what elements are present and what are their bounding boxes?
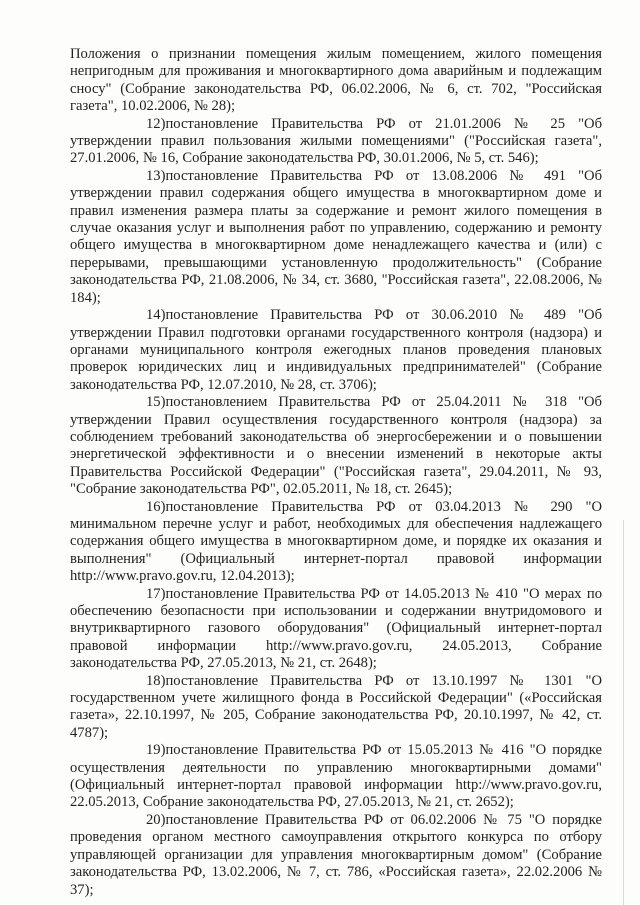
list-item-14	[70, 307, 602, 394]
item-text: постановление Правительства РФ от 06.02.2006 № 75 "О порядке проведения органом местного самоуправления открытого конкурса по отбору управляющей организации для управления многоквартирным домом" (Собрание законодательства РФ, 13.02.2006, № 7, ст. 786, «Российская газета», 22.02.2006 № 37);	[70, 811, 602, 898]
item-text: постановление Правительства РФ от 14.05.2013 № 410 "О мерах по обеспечению безопасности при использовании и содержании внутридомового и внутриквартирного газового оборудования" (Официальный интернет-портал правовой информации http://www.pravo.gov.ru, 24.05.2013, Собрание законодательства РФ, 27.05.2013, № 21, ст. 2648);	[70, 585, 602, 672]
item-number: 17)	[146, 585, 166, 602]
item-number: 12)	[146, 115, 166, 132]
item-text: постановление Правительства РФ от 30.06.2010 № 489 "Об утверждении Правил подготовки органами государственного контроля (надзора) и органами муниципального контроля ежегодных планов проведения плановых проверок юридических лиц и индивидуальных предпринимателей" (Собрание законодательства РФ, 12.07.2010, № 28, ст. 3706);	[70, 307, 602, 393]
list-item-17	[70, 586, 602, 673]
list-item-12	[70, 116, 602, 168]
list-item-16	[70, 499, 602, 586]
document-body	[70, 46, 602, 899]
list-item-18	[70, 673, 602, 743]
list-item-13	[70, 168, 602, 307]
item-number: 13)	[146, 167, 166, 184]
item-number: 20)	[146, 811, 166, 828]
item-number: 14)	[146, 307, 166, 324]
item-text: постановлением Правительства РФ от 25.04.2011 № 318 "Об утверждении Правил осуществления государственного контроля (надзора) за соблюдением требований законодательства об энергосбережении и о повышении энергетической эффективности и о внесении изменений в некоторые акты Правительства Российской Федерации" ("Российская газета", 29.04.2011, № 93, "Собрание законодательства РФ", 02.05.2011, № 18, ст. 2645);	[70, 394, 602, 498]
item-number: 15)	[146, 394, 166, 411]
item-number: 16)	[146, 498, 166, 515]
item-text: постановление Правительства РФ от 03.04.2013 № 290 "О минимальном перечне услуг и работ, необходимых для обеспечения надлежащего содержания общего имущества в многоквартирном доме, и порядке их оказания и выполнения" (Официальный интернет-портал правовой информации http://www.pravo.gov.ru, 12.04.2013);	[70, 498, 602, 585]
item-text: постановление Правительства РФ от 13.10.1997 № 1301 "О государственном учете жилищного фонда в Российской Федерации" («Российская газета», 22.10.1997, № 205, Собрание законодательства РФ, 20.10.1997, № 42, ст. 4787);	[70, 672, 602, 741]
item-number: 18)	[146, 672, 166, 689]
item-text: постановление Правительства РФ от 21.01.2006 № 25 "Об утверждении правил пользования жилыми помещениями" ("Российская газета", 27.01.2006, № 16, Собрание законодательства РФ, 30.01.2006, № 5, ст. 546);	[70, 115, 602, 167]
intro-paragraph: Положения о признании помещения жилым помещением, жилого помещения непригодным для проживания и многоквартирного дома аварийным и подлежащим сносу" (Собрание законодательства РФ, 06.02.2006, № 6, ст. 702, "Российская газета", 10.02.2006, № 28);	[70, 46, 602, 115]
list-item-20	[70, 812, 602, 899]
item-text: постановление Правительства РФ от 13.08.2006 № 491 "Об утверждении правил содержания общего имущества в многоквартирном доме и правил изменения размера платы за содержание и ремонт жилого помещения в случае оказания услуг и выполнения работ по управлению, содержанию и ремонту общего имущества в многоквартирном доме ненадлежащего качества и (или) с перерывами, превышающими установленную продолжительность" (Собрание законодательства РФ, 21.08.2006, № 34, ст. 3680, "Российская газета", 22.08.2006, № 184);	[70, 167, 602, 306]
item-text: постановление Правительства РФ от 15.05.2013 № 416 "О порядке осуществления деятельности по управлению многоквартирными домами" (Официальный интернет-портал правовой информации http://www.pravo.gov.ru, 22.05.2013, Собрание законодательства РФ, 27.05.2013, № 21, ст. 2652);	[70, 742, 602, 811]
item-number: 19)	[146, 742, 166, 759]
scan-edge-line	[623, 520, 624, 905]
list-item-19	[70, 742, 602, 812]
list-item-15	[70, 394, 602, 498]
